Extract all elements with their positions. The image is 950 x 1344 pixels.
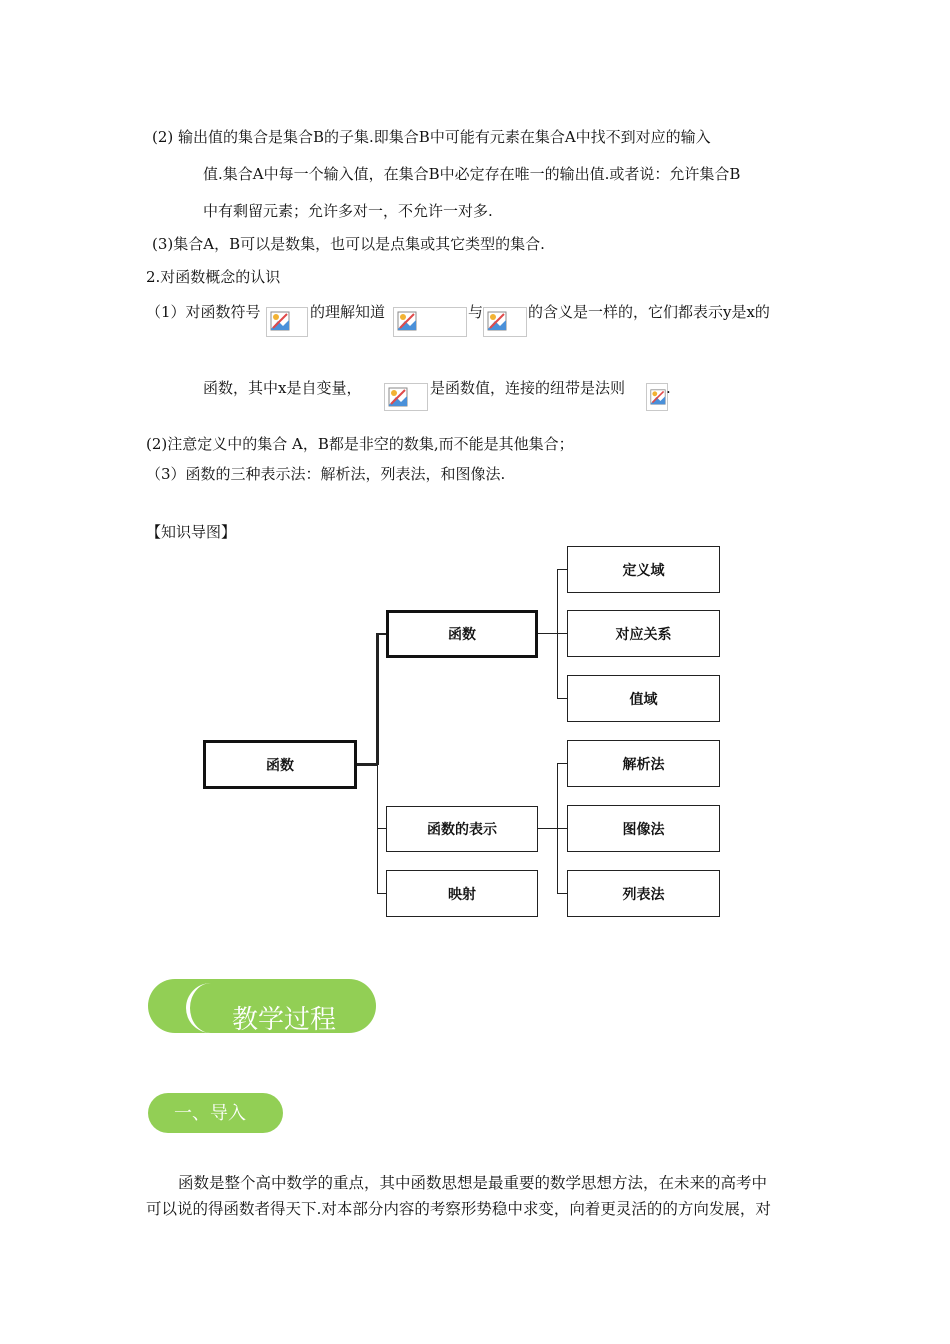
mindmap-node-domain: 定义域 (567, 546, 720, 593)
broken-image-icon (266, 307, 308, 337)
mindmap-node-analytic: 解析法 (567, 740, 720, 787)
connector-line (376, 633, 379, 765)
broken-image-icon (393, 307, 467, 337)
mindmap-node-representation: 函数的表示 (386, 806, 538, 852)
text-line-4: (3)集合A，B可以是数集，也可以是点集或其它类型的集合. (152, 235, 545, 253)
section-banner (148, 979, 376, 1033)
text-line-6a: （1）对函数符号 (146, 303, 261, 321)
text-line-2: 值.集合A中每一个输入值，在集合B中必定存在唯一的输出值.或者说：允许集合B (203, 165, 741, 183)
section-title-concept: 2.对函数概念的认识 (146, 268, 281, 286)
mindmap-node-table: 列表法 (567, 870, 720, 917)
connector-line (537, 633, 558, 634)
intro-paragraph-line-1: 函数是整个高中数学的重点，其中函数思想是最重要的数学思想方法，在未来的高考中 (178, 1174, 768, 1192)
text-line-6d: 的含义是一样的，它们都表示y是x的 (528, 303, 770, 321)
connector-line (557, 569, 558, 699)
text-line-1: (2) 输出值的集合是集合B的子集.即集合B中可能有元素在集合A中找不到对应的输入 (152, 128, 711, 146)
connector-line (356, 763, 378, 766)
broken-image-icon (384, 383, 428, 411)
text-line-6c: 与 (468, 303, 484, 321)
mindmap-node-mapping: 映射 (386, 870, 538, 917)
section-banner-label: 教学过程 (232, 1005, 337, 1035)
mindmap-node-range: 值域 (567, 675, 720, 722)
broken-image-icon (483, 307, 527, 337)
intro-paragraph-line-2: 可以说的得函数者得天下.对本部分内容的考察形势稳中求变，向着更灵活的的方向发展，对 (146, 1200, 771, 1218)
text-line-8: (2)注意定义中的集合 A，B都是非空的数集,而不能是其他集合； (146, 435, 574, 453)
text-line-7c: . (666, 379, 671, 397)
text-line-7b: 是函数值，连接的纽带是法则 (430, 379, 626, 397)
text-line-7a: 函数，其中x是自变量， (203, 379, 362, 397)
subsection-banner-label: 一、导入 (174, 1103, 246, 1124)
subsection-banner (148, 1093, 283, 1133)
mindmap-node-function: 函数 (386, 610, 538, 658)
mindmap-root-node: 函数 (203, 740, 357, 789)
text-line-3: 中有剩留元素；允许多对一，不允许一对多. (203, 202, 493, 220)
broken-image-icon (646, 383, 668, 411)
text-line-9: （3）函数的三种表示法：解析法，列表法，和图像法. (146, 465, 506, 483)
mindmap-node-correspondence: 对应关系 (567, 610, 720, 657)
connector-line (537, 828, 558, 829)
mindmap-heading: 【知识导图】 (146, 523, 237, 541)
text-line-6b: 的理解知道 (310, 303, 386, 321)
mindmap-node-graph: 图像法 (567, 805, 720, 852)
